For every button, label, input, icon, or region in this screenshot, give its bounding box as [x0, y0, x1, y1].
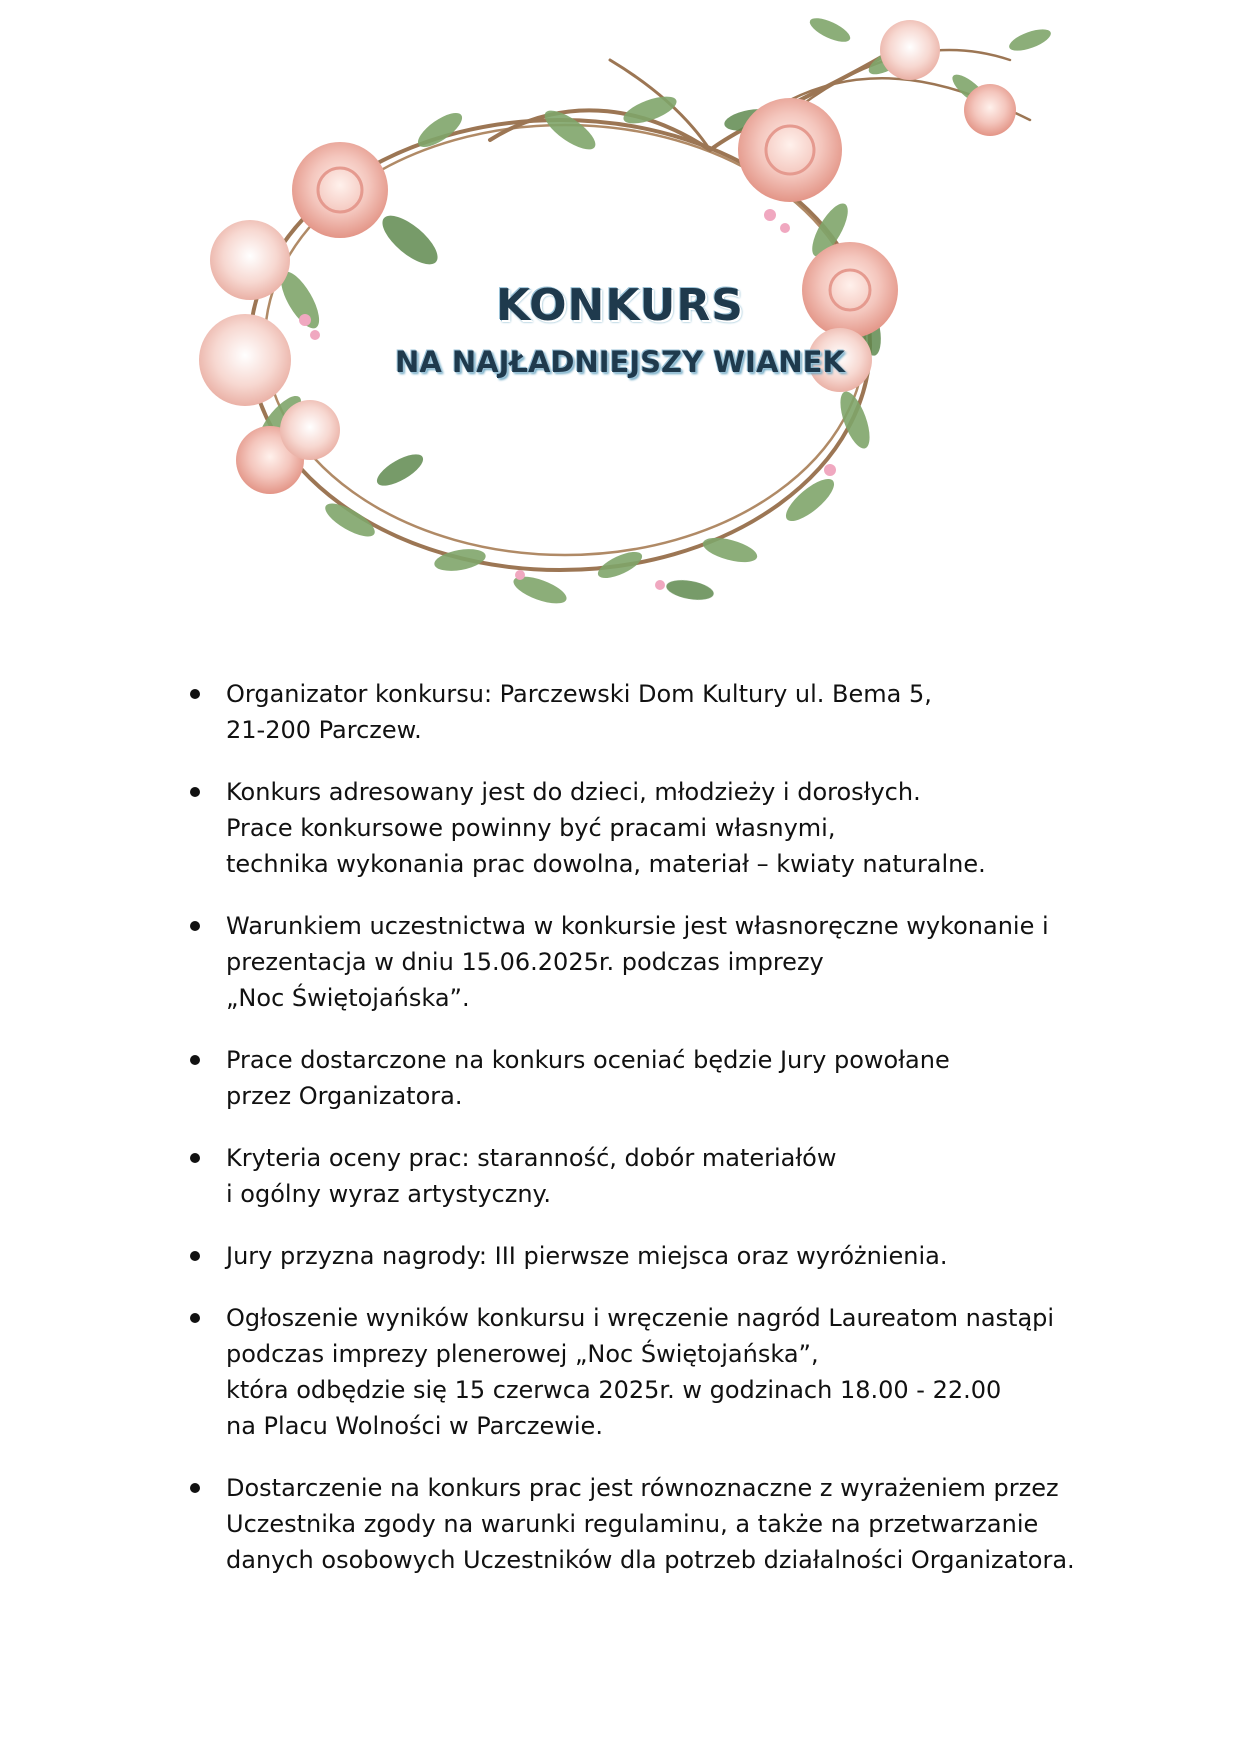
rule-line: na Placu Wolności w Parczewie. [226, 1412, 603, 1440]
rule-line: i ogólny wyraz artystyczny. [226, 1180, 551, 1208]
bullet-icon [190, 1313, 200, 1323]
rule-item [190, 908, 1090, 1016]
rule-line: Uczestnika zgody na warunki regulaminu, a także na przetwarzanie [226, 1510, 1039, 1538]
rule-line: Prace dostarczone na konkurs oceniać będzie Jury powołane [226, 1046, 950, 1074]
rule-line: 21-200 Parczew. [226, 716, 422, 744]
rule-line: Organizator konkursu: Parczewski Dom Kultury ul. Bema 5, [226, 680, 932, 708]
rule-item [190, 676, 1090, 748]
rule-line: Konkurs adresowany jest do dzieci, młodzieży i dorosłych. [226, 778, 921, 806]
rule-item [190, 1042, 1090, 1114]
rule-line: Ogłoszenie wyników konkursu i wręczenie nagród Laureatom nastąpi [226, 1304, 1055, 1332]
poster-title-block [360, 280, 880, 379]
rule-line: podczas imprezy plenerowej „Noc Świętojańska”, [226, 1340, 819, 1368]
rule-line: Dostarczenie na konkurs prac jest równoznaczne z wyrażeniem przez [226, 1474, 1059, 1502]
rule-line: „Noc Świętojańska”. [226, 984, 470, 1012]
rules-list [190, 676, 1090, 1604]
rule-item [190, 1140, 1090, 1212]
roses [199, 20, 1016, 494]
rule-line: Jury przyzna nagrody: III pierwsze miejsca oraz wyróżnienia. [226, 1242, 948, 1270]
poster-title: KONKURS [496, 280, 744, 331]
rule-line: Warunkiem uczestnictwa w konkursie jest własnoręczne wykonanie i [226, 912, 1049, 940]
rule-item [190, 1470, 1090, 1578]
bullet-icon [190, 689, 200, 699]
rule-line: przez Organizatora. [226, 1082, 463, 1110]
buds [299, 209, 836, 590]
rule-line: Kryteria oceny prac: staranność, dobór materiałów [226, 1144, 837, 1172]
rule-item [190, 1300, 1090, 1444]
rule-line: technika wykonania prac dowolna, materiał – kwiaty naturalne. [226, 850, 986, 878]
bullet-icon [190, 1153, 200, 1163]
bullet-icon [190, 1251, 200, 1261]
bullet-icon [190, 787, 200, 797]
bullet-icon [190, 1055, 200, 1065]
rule-item [190, 774, 1090, 882]
bullet-icon [190, 921, 200, 931]
bullet-icon [190, 1483, 200, 1493]
rule-line: prezentacja w dniu 15.06.2025r. podczas imprezy [226, 948, 824, 976]
rule-line: która odbędzie się 15 czerwca 2025r. w godzinach 18.00 - 22.00 [226, 1376, 1002, 1404]
rule-item [190, 1238, 1090, 1274]
rule-line: Prace konkursowe powinny być pracami własnymi, [226, 814, 836, 842]
rule-line: danych osobowych Uczestników dla potrzeb działalności Organizatora. [226, 1546, 1075, 1574]
poster-subtitle: NA NAJŁADNIEJSZY WIANEK [395, 345, 845, 379]
